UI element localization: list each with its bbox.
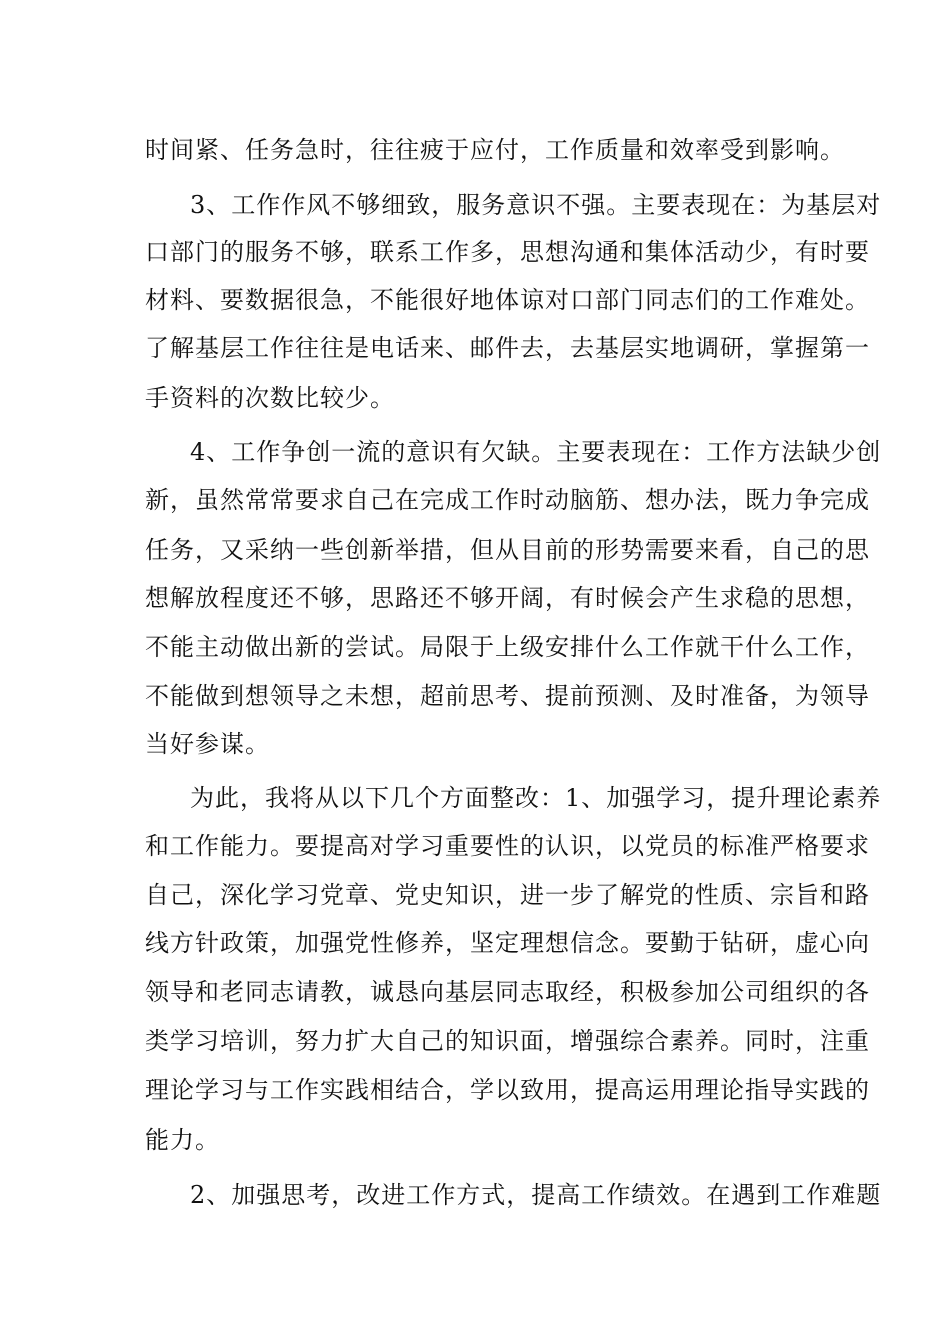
- text-line: 类学习培训，努力扩大自己的知识面，增强综合素养。同时，注重: [145, 1027, 870, 1055]
- text-line: 时间紧、任务急时，往往疲于应付，工作质量和效率受到影响。: [145, 136, 845, 164]
- text-line: 线方针政策，加强党性修养，坚定理想信念。要勤于钻研，虚心向: [145, 929, 870, 957]
- text-line: 任务，又采纳一些创新举措，但从目前的形势需要来看，自己的思: [145, 536, 870, 564]
- text-line: 为此，我将从以下几个方面整改：1、加强学习，提升理论素养: [190, 784, 882, 812]
- text-line: 3、工作作风不够细致，服务意识不强。主要表现在：为基层对: [190, 191, 882, 219]
- text-line: 不能主动做出新的尝试。局限于上级安排什么工作就干什么工作，: [145, 633, 870, 661]
- text-line: 当好参谋。: [145, 730, 270, 758]
- text-line: 2、加强思考，改进工作方式，提高工作绩效。在遇到工作难题: [190, 1181, 882, 1209]
- text-line: 和工作能力。要提高对学习重要性的认识，以党员的标准严格要求: [145, 832, 870, 860]
- text-line: 领导和老同志请教，诚恳向基层同志取经，积极参加公司组织的各: [145, 978, 870, 1006]
- text-line: 口部门的服务不够，联系工作多，思想沟通和集体活动少，有时要: [145, 238, 870, 266]
- text-line: 了解基层工作往往是电话来、邮件去，去基层实地调研，掌握第一: [145, 334, 870, 362]
- text-line: 能力。: [145, 1126, 220, 1154]
- text-line: 不能做到想领导之未想，超前思考、提前预测、及时准备，为领导: [145, 682, 870, 710]
- text-line: 手资料的次数比较少。: [145, 384, 395, 412]
- text-line: 材料、要数据很急，不能很好地体谅对口部门同志们的工作难处。: [145, 286, 870, 314]
- text-line: 新，虽然常常要求自己在完成工作时动脑筋、想办法，既力争完成: [145, 486, 870, 514]
- text-line: 想解放程度还不够，思路还不够开阔，有时候会产生求稳的思想，: [145, 584, 870, 612]
- text-line: 4、工作争创一流的意识有欠缺。主要表现在：工作方法缺少创: [190, 438, 882, 466]
- text-line: 自己，深化学习党章、党史知识，进一步了解党的性质、宗旨和路: [145, 881, 870, 909]
- text-line: 理论学习与工作实践相结合，学以致用，提高运用理论指导实践的: [145, 1076, 870, 1104]
